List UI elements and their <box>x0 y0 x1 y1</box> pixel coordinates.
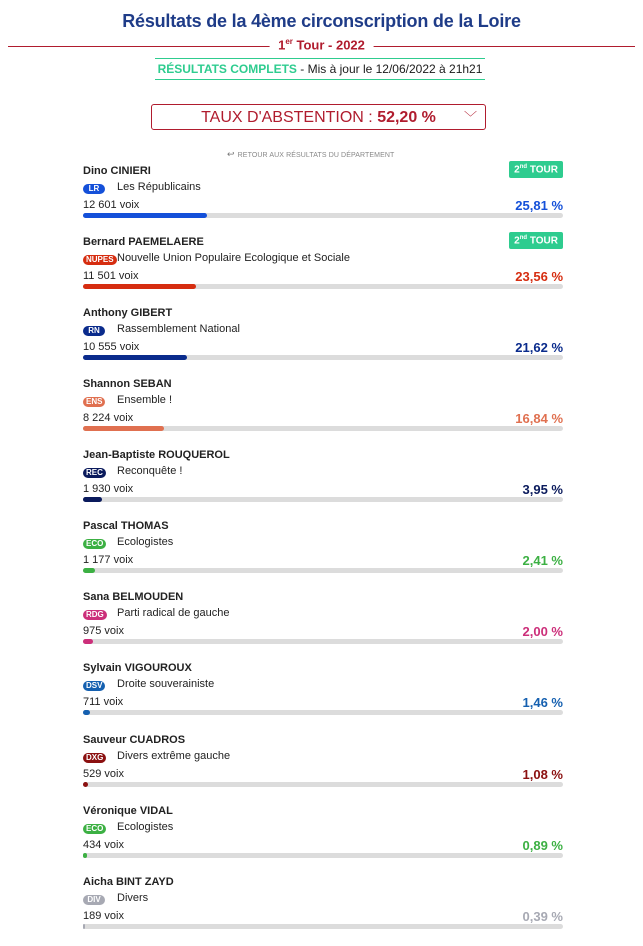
status-update: - Mis à jour le 12/06/2022 à 21h21 <box>296 62 483 76</box>
progress-fill <box>83 710 90 715</box>
candidate-row <box>83 165 563 235</box>
vote-count: 10 555 voix <box>83 341 140 353</box>
party-name: Ecologistes <box>117 821 174 833</box>
progress-track <box>83 924 563 929</box>
vote-count: 189 voix <box>83 910 124 922</box>
party-badge: NUPES <box>83 255 117 265</box>
candidate-name: Jean-Baptiste ROUQUEROL <box>83 449 230 461</box>
party-badge: LR <box>83 184 105 194</box>
party-badge: RN <box>83 326 105 336</box>
abstention-value: 52,20 % <box>377 109 436 126</box>
progress-fill <box>83 782 88 787</box>
abstention-dropdown[interactable] <box>151 104 486 130</box>
candidate-row <box>83 449 563 519</box>
party-badge: DIV <box>83 895 105 905</box>
progress-track <box>83 568 563 573</box>
candidate-name: Sana BELMOUDEN <box>83 591 184 603</box>
party-name: Rassemblement National <box>117 323 240 335</box>
progress-fill <box>83 426 164 431</box>
progress-fill <box>83 924 85 929</box>
progress-fill <box>83 497 102 502</box>
party-name: Les Républicains <box>117 181 201 193</box>
progress-fill <box>83 853 87 858</box>
candidate-name: Dino CINIERI <box>83 165 151 177</box>
candidate-name: Anthony GIBERT <box>83 307 173 319</box>
vote-count: 11 501 voix <box>83 270 139 282</box>
vote-percentage: 21,62 % <box>515 340 563 355</box>
party-badge: ENS <box>83 397 105 407</box>
vote-count: 711 voix <box>83 696 124 708</box>
vote-count: 975 voix <box>83 625 124 637</box>
progress-fill <box>83 639 93 644</box>
candidate-row <box>83 591 563 661</box>
exit-icon: ↩ <box>227 149 235 159</box>
page-title: Résultats de la 4ème circonscription de la Loire <box>122 11 521 31</box>
progress-track <box>83 284 563 289</box>
vote-percentage: 23,56 % <box>515 269 563 284</box>
party-name: Divers extrême gauche <box>117 750 231 762</box>
candidate-row <box>83 378 563 448</box>
candidate-row <box>83 520 563 590</box>
candidate-row <box>83 734 563 804</box>
vote-count: 1 930 voix <box>83 483 134 495</box>
progress-track <box>83 426 563 431</box>
party-name: Reconquête ! <box>117 465 183 477</box>
progress-track <box>83 853 563 858</box>
progress-track <box>83 355 563 360</box>
party-badge: ECO <box>83 539 106 549</box>
candidate-name: Bernard PAEMELAERE <box>83 236 204 248</box>
progress-track <box>83 710 563 715</box>
vote-count: 434 voix <box>83 839 124 851</box>
vote-count: 529 voix <box>83 768 124 780</box>
party-badge: ECO <box>83 824 106 834</box>
status-complete: RÉSULTATS COMPLETS <box>157 62 297 76</box>
vote-percentage: 1,46 % <box>522 695 563 710</box>
progress-fill <box>83 284 196 289</box>
tour-heading <box>0 35 643 59</box>
chevron-down-icon: ﹀ <box>463 110 477 125</box>
party-badge: RDG <box>83 610 107 620</box>
candidate-name: Shannon SEBAN <box>83 378 172 390</box>
back-to-department-link[interactable] <box>227 149 394 160</box>
candidate-name: Sylvain VIGOUROUX <box>83 662 192 674</box>
candidate-name: Sauveur CUADROS <box>83 734 186 746</box>
vote-count: 1 177 voix <box>83 554 134 566</box>
candidate-row <box>83 307 563 377</box>
candidate-row <box>83 236 563 306</box>
second-tour-badge: 2nd TOUR <box>509 232 563 249</box>
status-banner <box>155 58 485 80</box>
vote-percentage: 3,95 % <box>522 482 563 497</box>
vote-count: 8 224 voix <box>83 412 134 424</box>
party-name: Droite souverainiste <box>117 678 215 690</box>
second-tour-badge: 2nd TOUR <box>509 161 563 178</box>
progress-track <box>83 213 563 218</box>
progress-track <box>83 497 563 502</box>
progress-fill <box>83 568 95 573</box>
abstention-label: TAUX D'ABSTENTION : <box>201 109 378 126</box>
candidate-row <box>83 662 563 732</box>
party-name: Nouvelle Union Populaire Ecologique et Sociale <box>117 252 350 264</box>
party-badge: DXG <box>83 753 106 763</box>
vote-percentage: 0,89 % <box>522 838 563 853</box>
vote-percentage: 25,81 % <box>515 198 563 213</box>
vote-percentage: 0,39 % <box>522 909 563 924</box>
progress-fill <box>83 213 207 218</box>
candidate-name: Pascal THOMAS <box>83 520 169 532</box>
progress-track <box>83 639 563 644</box>
party-name: Ecologistes <box>117 536 174 548</box>
vote-percentage: 2,41 % <box>522 553 563 568</box>
progress-fill <box>83 355 187 360</box>
party-name: Parti radical de gauche <box>117 607 230 619</box>
party-name: Divers <box>117 892 149 904</box>
back-link-label: RETOUR AUX RÉSULTATS DU DÉPARTEMENT <box>237 152 395 159</box>
candidate-name: Aicha BINT ZAYD <box>83 876 174 888</box>
vote-percentage: 1,08 % <box>522 767 563 782</box>
vote-count: 12 601 voix <box>83 199 140 211</box>
progress-track <box>83 782 563 787</box>
candidate-row <box>83 805 563 875</box>
vote-percentage: 16,84 % <box>515 411 563 426</box>
party-name: Ensemble ! <box>117 394 173 406</box>
tour-label: 1er Tour - 2022 <box>269 37 374 52</box>
party-badge: DSV <box>83 681 105 691</box>
vote-percentage: 2,00 % <box>522 624 563 639</box>
candidate-name: Véronique VIDAL <box>83 805 173 817</box>
party-badge: REC <box>83 468 106 478</box>
